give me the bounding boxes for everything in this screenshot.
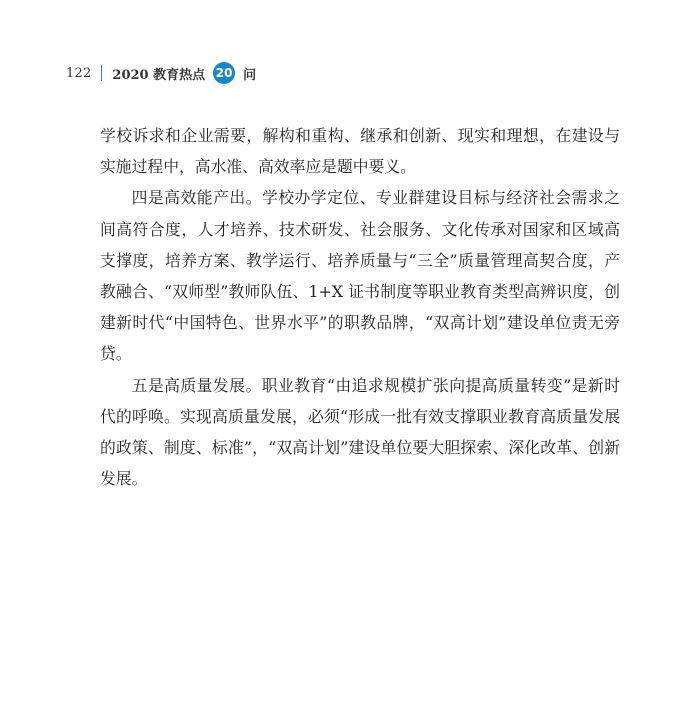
paragraph-high-quality-development: 五是高质量发展。职业教育“由追求规模扩张向提高质量转变”是新时代的呼唤。实现高质量发展，必须“形成一批有效支撑职业教育高质量发展的政策、制度、标准”，“双高计划”建设单位要大胆探索、深化改革、创新发展。	[100, 375, 620, 489]
running-header	[66, 62, 256, 84]
book-title-suffix: 问	[243, 67, 257, 83]
chapter-badge: 20	[213, 62, 235, 84]
paragraph-high-efficiency-output: 四是高效能产出。学校办学定位、专业群建设目标与经济社会需求之间高符合度，人才培养、技术研发、社会服务、文化传承对国家和区域高支撑度，培养方案、教学运行、培养质量与“三全”质量管理高契合度，产教融合、“双师型”教师队伍、1+X 证书制度等职业教育类型高辨识度，创建新时代“中国特色、世界水平”的职教品牌，“双高计划”建设单位责无旁贷。	[100, 188, 620, 364]
paragraph-continued: 学校诉求和企业需要，解构和重构、继承和创新、现实和理想，在建设与实施过程中，高水准、高效率应是题中要义。	[100, 126, 620, 177]
header-divider	[101, 65, 102, 81]
page-number: 122	[66, 65, 92, 81]
body-text	[100, 120, 620, 494]
book-title: 2020 教育热点	[112, 67, 206, 83]
